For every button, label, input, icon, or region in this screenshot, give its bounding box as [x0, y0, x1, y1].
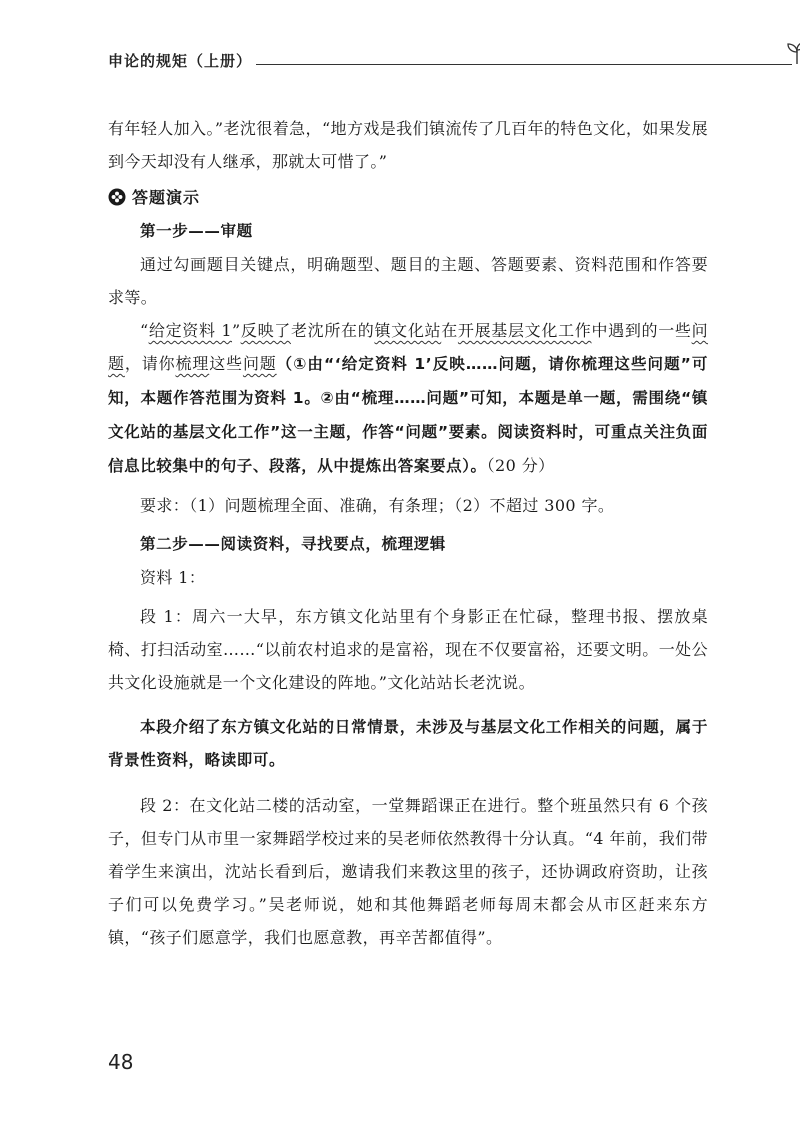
segment-2: 段 2：在文化站二楼的活动室，一堂舞蹈课正在进行。整个班虽然只有 6 个孩子，但专门从市里一家舞蹈学校过来的吴老师依然教得十分认真。“4 年前，我们带着学生来演出，沈站长看到后，邀请我们来教这里的孩子，还协调政府资助，让孩子们可以免费学习。”吴老师说，她和其他舞蹈老师每周末都会从市区赶来东方镇，“孩子们愿意学，我们也愿意教，再辛苦都值得”。: [108, 796, 708, 947]
question-analysis: （①由“‘给定资料 1’反映……问题，请你梳理这些问题”可知，本题作答范围为资料 1。②由“梳理……问题”可知，本题是单一题，需围绕“镇文化站的基层文化工作”这一主题，作答“问题”要素。阅读资料时，可重点关注负面信息比较集中的句子、段落，从中提炼出答案要点）。: [108, 355, 709, 475]
step1-intro: 通过勾画题目关键点，明确题型、题目的主题、答题要素、资料范围和作答要求等。: [108, 255, 708, 307]
q-underline-material: 给定资料 1: [148, 321, 233, 340]
question-score: （20 分）: [486, 456, 555, 475]
segment-1: 段 1：周六一大早，东方镇文化站里有个身影正在忙碌，整理书报、摆放桌椅、打扫活动室……“以前农村追求的是富裕，现在不仅要富裕，还要文明。一处公共文化设施就是一个文化建设的阵地。”文化站站长老沈说。: [108, 607, 708, 692]
step1-title: 第一步——审题: [140, 222, 253, 240]
material-label: 资料 1：: [140, 568, 206, 587]
q-text-4: 在: [441, 321, 458, 340]
spacer: [108, 699, 708, 711]
spacer: [108, 777, 708, 789]
sprout-icon: [784, 40, 800, 66]
q-text-1: “: [140, 321, 149, 340]
segment-1-note: 本段介绍了东方镇文化站的日常情景，未涉及与基层文化工作相关的问题，属于背景性资料，略读即可。: [108, 718, 708, 769]
flower-bullet-icon: [108, 188, 126, 206]
page-content: [108, 112, 708, 954]
requirement-text: 要求：（1）问题梳理全面、准确，有条理；（2）不超过 300 字。: [140, 496, 615, 515]
continued-paragraph: 有年轻人加入。”老沈很着急，“地方戏是我们镇流传了几百年的特色文化，如果发展到今天却没有人继承，那就太可惜了。”: [108, 119, 708, 171]
running-header: [108, 44, 708, 74]
q-underline-sort: 梳理: [175, 354, 210, 373]
q-underline-reflect: 反映了: [240, 321, 291, 340]
section-heading: [108, 180, 708, 213]
step2-title: 第二步——阅读资料，寻找要点，梳理逻辑: [140, 535, 446, 553]
page-number: 48: [108, 1050, 134, 1074]
q-text-7: 这些: [209, 354, 243, 373]
q-text-2: ”: [232, 321, 241, 340]
q-underline-problem-1: 问题: [108, 321, 709, 373]
header-rule: [256, 64, 792, 65]
q-underline-work: 开展基层文化工作: [457, 321, 592, 340]
question-paragraph: [108, 314, 708, 483]
q-underline-problem-2: 问题: [242, 354, 277, 373]
q-text-6: ，请你: [124, 354, 176, 373]
running-title: 申论的规矩（上册）: [108, 52, 253, 70]
section-title: 答题演示: [132, 188, 201, 207]
q-text-3: 老沈所在的: [290, 321, 375, 340]
q-underline-station: 镇文化站: [374, 321, 442, 340]
q-text-5: 中遇到的一些: [591, 321, 692, 340]
